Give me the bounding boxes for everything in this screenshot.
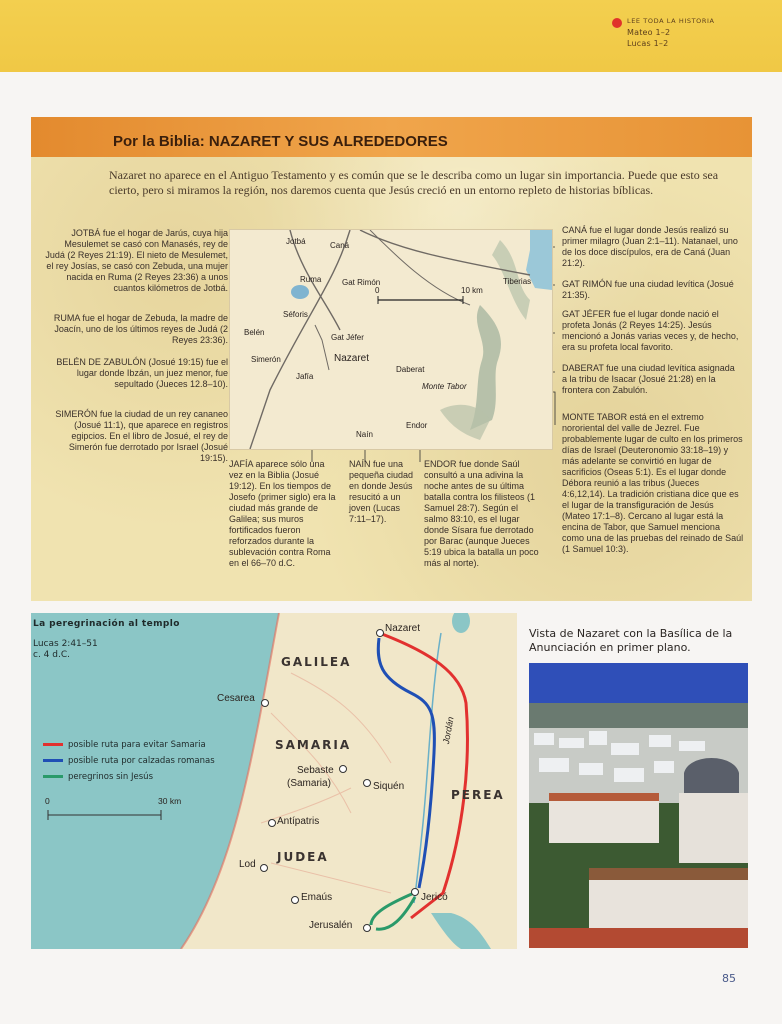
legend-label-red: posible ruta para evitar Samaria: [68, 740, 206, 750]
map2-scale-30km: 30 km: [158, 796, 182, 806]
map-scale-10km: 10 km: [461, 286, 483, 295]
map-label-cana: Caná: [330, 241, 350, 250]
note-gat-rimon: GAT RIMÓN fue una ciudad levítica (Josué 21:35).: [562, 279, 734, 300]
note-daberat: DABERAT fue una ciudad levítica asignada a la tribu de Isacar (Josué 21:28) en la frontera con Zabulón.: [562, 363, 735, 395]
note-gat-jefer: GAT JÉFER fue el lugar donde nació el profeta Jonás (2 Reyes 14:25). Jesús mencionó a Jonás varias veces y, de hecho, era su profeta local favorito.: [562, 309, 739, 352]
place-sebaste-samaria: (Samaria): [287, 778, 331, 789]
city-marker-emaus: [291, 896, 299, 904]
note-jotba: JOTBÁ fue el hogar de Jarús, cuya hija Mesulemet se casó con Manasés, rey de Judá (2 Reyes 21:19). El nieto de Mesulemet, el rey Josías, se casó con Zebuda, una mujer nacida en Ruma (2 Reyes 23:36) a unos cuantos kilómetros de Jotbá.: [45, 228, 228, 293]
note-ruma: RUMA fue el hogar de Zebuda, la madre de Joacín, uno de los últimos reyes de Judá (2 Reyes 23:36).: [53, 313, 228, 345]
place-emaus: Emaús: [301, 892, 333, 903]
city-marker-nazaret: [376, 629, 384, 637]
note-simeron: SIMERÓN fue la ciudad de un rey cananeo (Josué 11:1), que aparece en registros egipcios. En el libro de Josué, el rey de Simerón fue derrotado por Israel (Josué 19:15).: [55, 409, 228, 463]
pilgrimage-map: [31, 613, 517, 949]
legend-item-green: [43, 772, 153, 782]
pilgrimage-map-title: La peregrinación al templo: [33, 619, 180, 629]
place-sebaste: Sebaste: [297, 765, 334, 776]
map2-scale-zero: 0: [45, 796, 50, 806]
city-marker-jerusalen: [363, 924, 371, 932]
map-ref-date: c. 4 d.C.: [33, 650, 70, 660]
map-label-ruma: Ruma: [300, 275, 322, 284]
green-arrow-icon: [43, 775, 63, 778]
note-endor: ENDOR fue donde Saúl consultó a una adivina la noche antes de su última batalla contra los filisteos (1 Samuel 28:7). Según el salmo 83:10, es el lugar donde Sísara fue derrotado por Barac (aunque Jueces 5:19 ubica la batalla un poco más al norte).: [424, 459, 539, 568]
note-monte-tabor: MONTE TABOR está en el extremo nororiental del valle de Jezrel. Fue probablemente lugar de culto en los primeros días de Israel (Deuteronomio 33:18–19) y más adelante se convirtió en lugar de sacrificios (Oseas 5:1). Es el lugar donde Débora reunió a las tribus (Jueces 4:6,12,14). La tradición cristiana dice que es el lugar de la transfiguración de Jesús (Mateo 17:1–8). Cercano al lugar está la encina de Tabor, que Samuel menciona como una de las pruebas del reinado de Saúl (1 Samuel 10:3).: [562, 412, 744, 554]
legend-item-blue: [43, 756, 215, 766]
map-label-seforis: Séforis: [283, 310, 308, 319]
map-label-simeron: Simerón: [251, 355, 281, 364]
place-nazaret: Nazaret: [385, 623, 421, 634]
city-marker-siquen: [363, 779, 371, 787]
series-label: LEE TODA LA HISTORIA: [627, 17, 715, 25]
map-label-jafia: Jafía: [296, 372, 314, 381]
note-belen: BELÉN DE ZABULÓN (Josué 19:15) fue el lugar donde Ibzán, un juez menor, fue sepultado (Jueces 12.8–10).: [56, 357, 228, 389]
legend-item-red: [43, 740, 206, 750]
city-marker-lod: [260, 864, 268, 872]
photo-illustration: [529, 663, 748, 948]
region-map-terrain: [230, 230, 552, 449]
map-label-jotba: Jotbá: [286, 237, 306, 246]
ref-mateo: Mateo 1–2: [627, 28, 671, 37]
region-galilea: GALILEA: [281, 655, 352, 669]
place-jerico: Jericó: [421, 892, 448, 903]
region-samaria: SAMARIA: [275, 738, 352, 752]
note-cana: CANÁ fue el lugar donde Jesús realizó su primer milagro (Juan 2:1–11). Natanael, uno de los doce discípulos, era de Caná (Juan 21:2).: [562, 225, 738, 268]
place-antipatris: Antípatris: [277, 816, 320, 827]
city-marker-sebaste: [339, 765, 347, 773]
page-number: 85: [722, 972, 736, 985]
pilgrimage-map-subtitle: [33, 639, 98, 661]
map-label-nazaret: Nazaret: [334, 353, 370, 364]
place-jerusalen: Jerusalén: [309, 920, 353, 931]
city-marker-cesarea: [261, 699, 269, 707]
note-nain: NAÍN fue una pequeña ciudad en donde Jesús resucitó a un joven (Lucas 7:11–17).: [349, 459, 414, 524]
place-cesarea: Cesarea: [217, 693, 255, 704]
map-scale-zero: 0: [375, 286, 380, 295]
legend-label-blue: posible ruta por calzadas romanas: [68, 756, 215, 766]
map-label-gat-jefer: Gat Jéfer: [331, 333, 364, 342]
place-siquen: Siquén: [373, 781, 405, 792]
city-marker-jerico: [411, 888, 419, 896]
note-jafia: JAFÍA aparece sólo una vez en la Biblia (Josué 19:12). En los tiempos de Josefo (primer siglo) era la ciudad más grande de Galilea; sus muros fortificados fueron reforzados durante la sublevación contra Roma en el 66–70 d.C.: [229, 459, 336, 568]
region-map: [229, 229, 553, 450]
ref-lucas: Lucas 1–2: [627, 39, 669, 48]
region-judea: JUDEA: [277, 850, 329, 864]
river-jordan: Jordán: [441, 715, 456, 745]
map-label-belen: Belén: [244, 328, 265, 337]
map-label-tiberias: Tiberias: [503, 277, 532, 286]
legend-label-green: peregrinos sin Jesús: [68, 772, 153, 782]
place-lod: Lod: [239, 859, 256, 870]
map-label-gat-rimon: Gat Rimón: [342, 278, 381, 287]
region-perea: PEREA: [451, 788, 505, 802]
map-ref-lucas: Lucas 2:41–51: [33, 639, 98, 649]
red-arrow-icon: [43, 743, 63, 746]
blue-arrow-icon: [43, 759, 63, 762]
city-marker-antipatris: [268, 819, 276, 827]
map-label-monte-tabor: Monte Tabor: [422, 382, 467, 391]
map-label-nain: Naín: [356, 430, 373, 439]
sidebar-intro: Nazaret no aparece en el Antiguo Testamento y es común que se le describa como un lugar sin importancia. Puede que esto sea cierto, pero si miramos la región, nos daremos cuenta que Jesús creció en un entorno repleto de historias bíblicas.: [109, 168, 719, 197]
map-label-daberat: Daberat: [396, 365, 425, 374]
photo-caption: Vista de Nazaret con la Basílica de la Anunciación en primer plano.: [529, 627, 733, 654]
sidebar-title: Por la Biblia: NAZARET Y SUS ALREDEDORES: [113, 133, 448, 150]
map-label-endor: Endor: [406, 421, 428, 430]
nazareth-basilica-photo: [529, 663, 748, 948]
